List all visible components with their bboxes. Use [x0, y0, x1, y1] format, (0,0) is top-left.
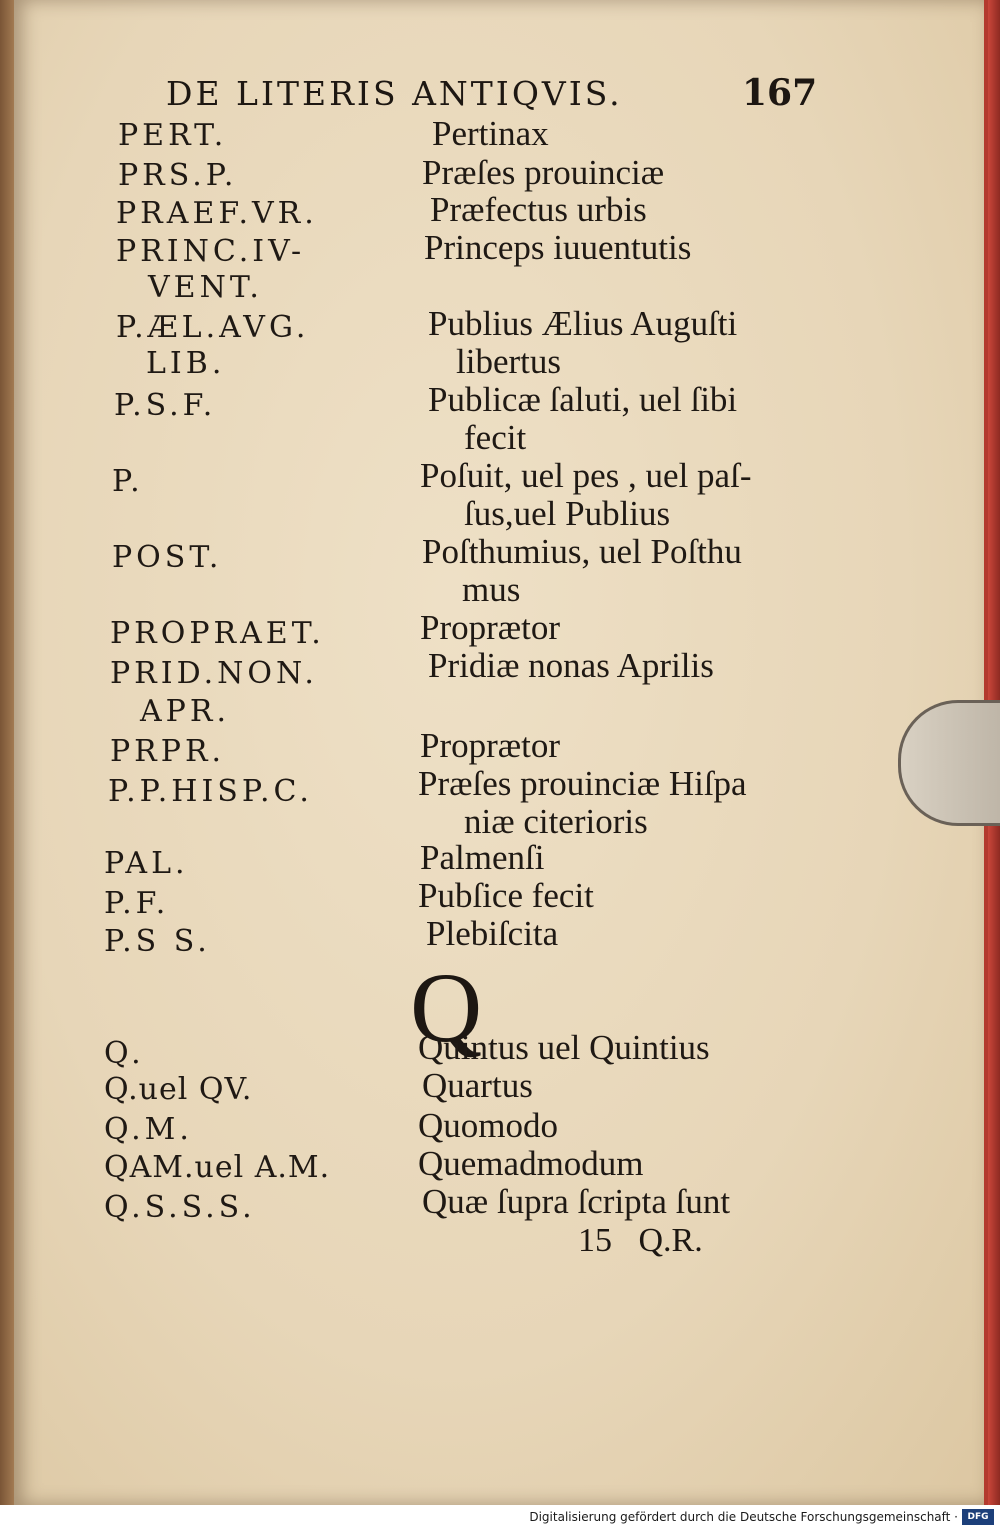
expansion-p-p-hisp-c: Præſes prouinciæ Hiſpa — [418, 764, 747, 803]
book-clasp — [898, 700, 1000, 826]
abbr-prid-non-cont: APR. — [140, 694, 230, 729]
expansion-p-ael-aug-cont: libertus — [456, 342, 561, 381]
abbr-p-s-f: P.S.F. — [114, 388, 217, 423]
expansion-q: Quintus uel Quintius — [418, 1028, 710, 1067]
expansion-pert: Pertinax — [432, 114, 549, 153]
expansion-princ-iuvent: Princeps iuuentutis — [424, 228, 692, 267]
expansion-prid-non: Pridiæ nonas Aprilis — [428, 646, 714, 685]
abbr-q-m: Q.M. — [104, 1112, 193, 1147]
abbr-prid-non: PRID.NON. — [110, 656, 318, 691]
page-number: 167 — [742, 72, 818, 114]
running-title: DE LITERIS ANTIQVIS. — [166, 74, 623, 113]
expansion-p-s-f: Publicæ ſaluti, uel ſibi — [428, 380, 738, 419]
expansion-propraet: Proprætor — [420, 608, 560, 647]
expansion-p-s-s: Plebiſcita — [426, 914, 559, 953]
abbr-p: P. — [112, 464, 144, 499]
expansion-p-p-hisp-c-cont: niæ citerioris — [464, 802, 648, 841]
abbr-p-p-hisp-c: P.P.HISP.C. — [108, 774, 313, 809]
expansion-praef-vr: Præfectus urbis — [430, 190, 647, 229]
expansion-qam-uel-am: Quemadmodum — [418, 1144, 644, 1183]
abbr-q: Q. — [104, 1036, 145, 1071]
expansion-p: Poſuit, uel pes , uel paſ- — [420, 456, 752, 495]
section-initial-q: Q — [410, 952, 483, 1063]
expansion-p-ael-aug: Publius Ælius Auguſti — [428, 304, 738, 343]
expansion-p-f: Pubſice fecit — [418, 876, 594, 915]
signature-mark: 15 — [578, 1222, 612, 1259]
expansion-prs-p: Præſes prouinciæ — [422, 153, 665, 192]
expansion-p-s-f-cont: fecit — [464, 418, 527, 457]
expansion-q-m: Quomodo — [418, 1106, 558, 1145]
abbr-pert: PERT. — [118, 118, 228, 153]
expansion-pal: Palmenſi — [420, 838, 545, 877]
expansion-prpr: Proprætor — [420, 726, 560, 765]
expansion-p-cont: ſus,uel Publius — [464, 494, 671, 533]
abbr-p-f: P.F. — [104, 886, 170, 921]
abbr-q-s-s-s: Q.S.S.S. — [104, 1190, 256, 1225]
abbr-princ-iuvent-cont: VENT. — [148, 270, 263, 305]
abbr-praef-vr: PRAEF.VR. — [116, 196, 318, 231]
page-gutter — [0, 0, 14, 1505]
abbr-p-ael-aug: P.ÆL.AVG. — [116, 310, 310, 345]
abbr-p-ael-aug-cont: LIB. — [146, 346, 226, 381]
expansion-post: Poſthumius, uel Poſthu — [422, 532, 742, 571]
expansion-post-cont: mus — [462, 570, 521, 609]
signature-catchword — [578, 1222, 703, 1260]
footer-credit-text: Digitalisierung gefördert durch die Deutsche Forschungsgemeinschaft · — [529, 1510, 958, 1524]
digitization-footer — [0, 1505, 1000, 1530]
abbr-prs-p: PRS.P. — [118, 158, 238, 193]
expansion-q-s-s-s: Quæ ſupra ſcripta ſunt — [422, 1182, 731, 1221]
abbr-princ-iuvent: PRINC.IV- — [116, 234, 306, 269]
abbr-post: POST. — [112, 540, 223, 575]
abbr-qam-uel-am: QAM.uel A.M. — [104, 1150, 331, 1185]
catchword: Q.R. — [638, 1222, 703, 1259]
expansion-q-uel-qv: Quartus — [422, 1066, 533, 1105]
abbr-propraet: PROPRAET. — [110, 616, 325, 651]
abbr-prpr: PRPR. — [110, 734, 226, 769]
abbr-q-uel-qv: Q.uel QV. — [104, 1072, 253, 1107]
abbr-pal: PAL. — [104, 846, 189, 881]
abbr-p-s-s: P.S S. — [104, 924, 211, 959]
dfg-logo-icon: DFG — [962, 1509, 994, 1525]
